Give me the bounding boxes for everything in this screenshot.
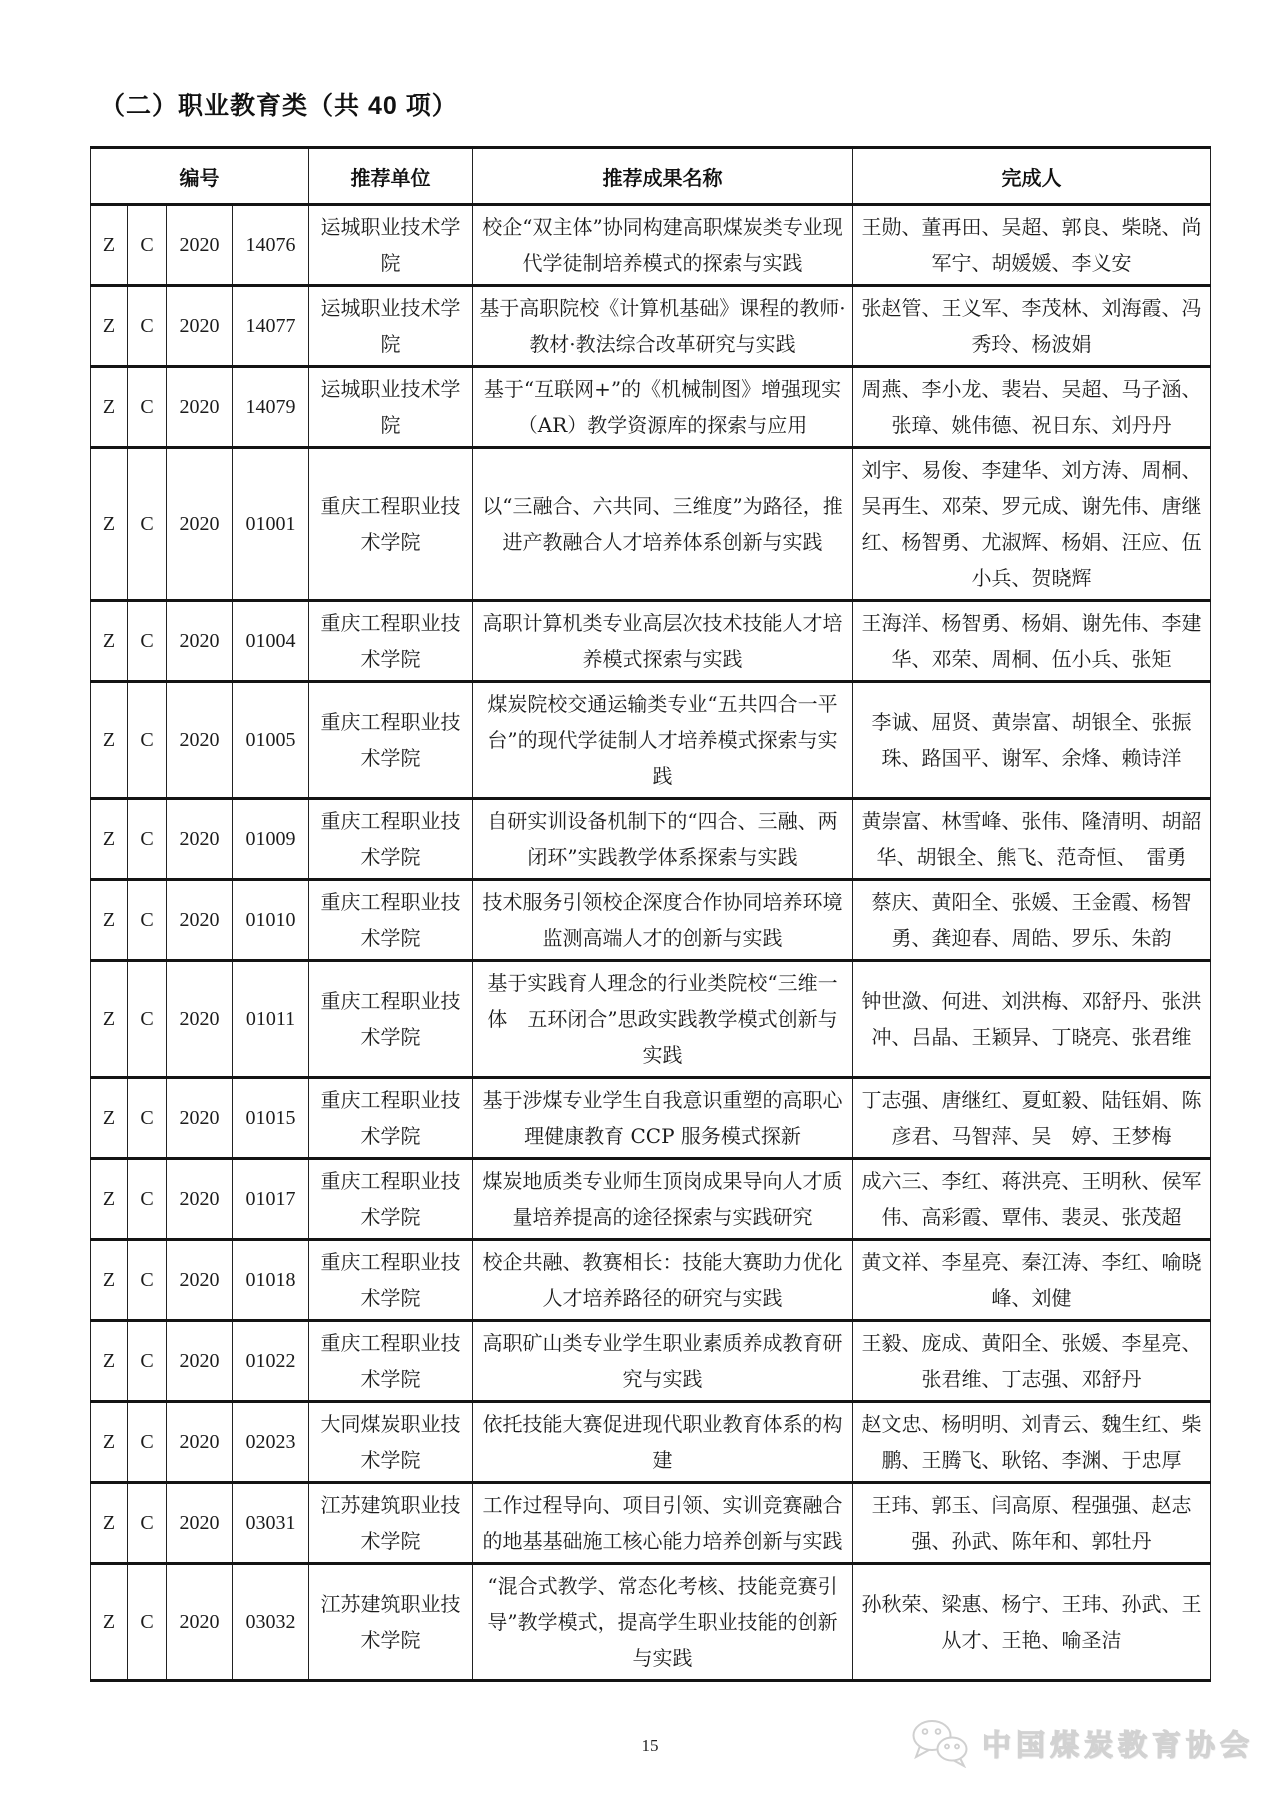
cell-achievement: 以“三融合、六共同、三维度”为路径，推进产教融合人才培养体系创新与实践 bbox=[473, 448, 853, 601]
cell-year: 2020 bbox=[167, 205, 233, 286]
cell-number: 14076 bbox=[233, 205, 309, 286]
cell-code-z: Z bbox=[91, 799, 128, 880]
cell-number: 01018 bbox=[233, 1240, 309, 1321]
cell-completers: 黄文祥、李星亮、秦江涛、李红、喻晓峰、刘健 bbox=[853, 1240, 1211, 1321]
cell-code-z: Z bbox=[91, 367, 128, 448]
cell-code-z: Z bbox=[91, 601, 128, 682]
cell-achievement: 煤炭院校交通运输类专业“五共四合一平台”的现代学徒制人才培养模式探索与实践 bbox=[473, 682, 853, 799]
cell-unit: 重庆工程职业技术学院 bbox=[309, 880, 473, 961]
cell-year: 2020 bbox=[167, 682, 233, 799]
cell-completers: 王勋、董再田、吴超、郭良、柴晓、尚军宁、胡媛媛、李义安 bbox=[853, 205, 1211, 286]
table-row bbox=[91, 1078, 1211, 1159]
cell-code-c: C bbox=[128, 448, 167, 601]
cell-year: 2020 bbox=[167, 367, 233, 448]
cell-year: 2020 bbox=[167, 1321, 233, 1402]
cell-number: 01017 bbox=[233, 1159, 309, 1240]
cell-unit: 重庆工程职业技术学院 bbox=[309, 682, 473, 799]
cell-unit: 重庆工程职业技术学院 bbox=[309, 1159, 473, 1240]
cell-achievement: 基于实践育人理念的行业类院校“三维一体 五环闭合”思政实践教学模式创新与实践 bbox=[473, 961, 853, 1078]
cell-year: 2020 bbox=[167, 961, 233, 1078]
cell-code-z: Z bbox=[91, 961, 128, 1078]
cell-year: 2020 bbox=[167, 880, 233, 961]
cell-code-c: C bbox=[128, 1402, 167, 1483]
cell-number: 14079 bbox=[233, 367, 309, 448]
cell-completers: 黄崇富、林雪峰、张伟、隆清明、胡韶华、胡银全、熊飞、范奇恒、 雷勇 bbox=[853, 799, 1211, 880]
cell-completers: 周燕、李小龙、裴岩、吴超、马子涵、张璋、姚伟德、祝日东、刘丹丹 bbox=[853, 367, 1211, 448]
cell-code-z: Z bbox=[91, 1564, 128, 1681]
cell-year: 2020 bbox=[167, 1240, 233, 1321]
cell-year: 2020 bbox=[167, 1402, 233, 1483]
watermark bbox=[910, 1718, 1254, 1768]
cell-code-z: Z bbox=[91, 1078, 128, 1159]
table-row bbox=[91, 601, 1211, 682]
cell-unit: 重庆工程职业技术学院 bbox=[309, 1321, 473, 1402]
cell-code-z: Z bbox=[91, 682, 128, 799]
cell-number: 01011 bbox=[233, 961, 309, 1078]
table-row bbox=[91, 799, 1211, 880]
cell-number: 03031 bbox=[233, 1483, 309, 1564]
table-row bbox=[91, 961, 1211, 1078]
watermark-text: 中国煤炭教育协会 bbox=[981, 1729, 1254, 1762]
cell-code-c: C bbox=[128, 1159, 167, 1240]
cell-unit: 江苏建筑职业技术学院 bbox=[309, 1483, 473, 1564]
cell-completers: 钟世潋、何进、刘洪梅、邓舒丹、张洪冲、吕晶、王颖异、丁晓亮、张君维 bbox=[853, 961, 1211, 1078]
cell-completers: 李诚、屈贤、黄崇富、胡银全、张振珠、路国平、谢军、余烽、赖诗洋 bbox=[853, 682, 1211, 799]
cell-achievement: 校企共融、教赛相长：技能大赛助力优化人才培养路径的研究与实践 bbox=[473, 1240, 853, 1321]
cell-number: 01009 bbox=[233, 799, 309, 880]
cell-year: 2020 bbox=[167, 286, 233, 367]
table-row bbox=[91, 448, 1211, 601]
cell-number: 01010 bbox=[233, 880, 309, 961]
cell-code-c: C bbox=[128, 880, 167, 961]
cell-number: 01022 bbox=[233, 1321, 309, 1402]
cell-code-z: Z bbox=[91, 1483, 128, 1564]
cell-number: 01004 bbox=[233, 601, 309, 682]
cell-code-c: C bbox=[128, 1321, 167, 1402]
cell-unit: 重庆工程职业技术学院 bbox=[309, 448, 473, 601]
cell-code-c: C bbox=[128, 799, 167, 880]
table-row bbox=[91, 1483, 1211, 1564]
cell-code-c: C bbox=[128, 1078, 167, 1159]
cell-achievement: 高职计算机类专业高层次技术技能人才培养模式探索与实践 bbox=[473, 601, 853, 682]
cell-code-z: Z bbox=[91, 1402, 128, 1483]
table-row bbox=[91, 1159, 1211, 1240]
cell-completers: 刘宇、易俊、李建华、刘方涛、周桐、吴再生、邓荣、罗元成、谢先伟、唐继红、杨智勇、尤淑辉、杨娟、汪应、伍小兵、贺晓辉 bbox=[853, 448, 1211, 601]
cell-code-c: C bbox=[128, 1240, 167, 1321]
cell-code-c: C bbox=[128, 601, 167, 682]
cell-completers: 丁志强、唐继红、夏虹毅、陆钰娟、陈彦君、马智萍、吴 婷、王梦梅 bbox=[853, 1078, 1211, 1159]
cell-completers: 蔡庆、黄阳全、张媛、王金霞、杨智勇、龚迎春、周皓、罗乐、朱韵 bbox=[853, 880, 1211, 961]
cell-achievement: 煤炭地质类专业师生顶岗成果导向人才质量培养提高的途径探索与实践研究 bbox=[473, 1159, 853, 1240]
table-row bbox=[91, 1564, 1211, 1681]
cell-number: 01001 bbox=[233, 448, 309, 601]
table-row bbox=[91, 1321, 1211, 1402]
page-number: 15 bbox=[641, 1736, 659, 1755]
table-row bbox=[91, 1402, 1211, 1483]
cell-code-c: C bbox=[128, 682, 167, 799]
cell-completers: 赵文忠、杨明明、刘青云、魏生红、柴鹏、王腾飞、耿铭、李渊、于忠厚 bbox=[853, 1402, 1211, 1483]
table-row bbox=[91, 880, 1211, 961]
cell-number: 14077 bbox=[233, 286, 309, 367]
cell-achievement: 高职矿山类专业学生职业素质养成教育研究与实践 bbox=[473, 1321, 853, 1402]
cell-achievement: 基于高职院校《计算机基础》课程的教师·教材·教法综合改革研究与实践 bbox=[473, 286, 853, 367]
table-row bbox=[91, 682, 1211, 799]
cell-unit: 大同煤炭职业技术学院 bbox=[309, 1402, 473, 1483]
cell-number: 01015 bbox=[233, 1078, 309, 1159]
cell-unit: 运城职业技术学院 bbox=[309, 205, 473, 286]
page-title: （二）职业教育类（共 40 项） bbox=[100, 92, 458, 120]
header-achievement: 推荐成果名称 bbox=[473, 148, 853, 205]
cell-code-c: C bbox=[128, 286, 167, 367]
cell-number: 03032 bbox=[233, 1564, 309, 1681]
results-table bbox=[90, 146, 1211, 1682]
cell-unit: 运城职业技术学院 bbox=[309, 367, 473, 448]
cell-unit: 重庆工程职业技术学院 bbox=[309, 961, 473, 1078]
cell-code-c: C bbox=[128, 367, 167, 448]
cell-achievement: 技术服务引领校企深度合作协同培养环境监测高端人才的创新与实践 bbox=[473, 880, 853, 961]
cell-year: 2020 bbox=[167, 799, 233, 880]
table-header-row bbox=[91, 148, 1211, 205]
cell-year: 2020 bbox=[167, 1564, 233, 1681]
cell-year: 2020 bbox=[167, 448, 233, 601]
cell-code-c: C bbox=[128, 1564, 167, 1681]
cell-achievement: 工作过程导向、项目引领、实训竞赛融合的地基基础施工核心能力培养创新与实践 bbox=[473, 1483, 853, 1564]
cell-unit: 重庆工程职业技术学院 bbox=[309, 601, 473, 682]
cell-code-c: C bbox=[128, 205, 167, 286]
cell-code-z: Z bbox=[91, 1159, 128, 1240]
header-completers: 完成人 bbox=[853, 148, 1211, 205]
header-unit: 推荐单位 bbox=[309, 148, 473, 205]
cell-year: 2020 bbox=[167, 1483, 233, 1564]
cell-completers: 王海洋、杨智勇、杨娟、谢先伟、李建华、邓荣、周桐、伍小兵、张矩 bbox=[853, 601, 1211, 682]
cell-achievement: “混合式教学、常态化考核、技能竞赛引导”教学模式，提高学生职业技能的创新与实践 bbox=[473, 1564, 853, 1681]
cell-achievement: 校企“双主体”协同构建高职煤炭类专业现代学徒制培养模式的探索与实践 bbox=[473, 205, 853, 286]
cell-unit: 重庆工程职业技术学院 bbox=[309, 1078, 473, 1159]
cell-code-z: Z bbox=[91, 1321, 128, 1402]
cell-code-z: Z bbox=[91, 286, 128, 367]
cell-year: 2020 bbox=[167, 1159, 233, 1240]
cell-completers: 王玮、郭玉、闫高原、程强强、赵志强、孙武、陈年和、郭牡丹 bbox=[853, 1483, 1211, 1564]
cell-unit: 重庆工程职业技术学院 bbox=[309, 799, 473, 880]
header-number: 编号 bbox=[91, 148, 309, 205]
cell-unit: 重庆工程职业技术学院 bbox=[309, 1240, 473, 1321]
wechat-icon bbox=[910, 1718, 970, 1768]
cell-year: 2020 bbox=[167, 601, 233, 682]
cell-code-z: Z bbox=[91, 880, 128, 961]
cell-achievement: 基于“互联网+”的《机械制图》增强现实（AR）教学资源库的探索与应用 bbox=[473, 367, 853, 448]
cell-code-z: Z bbox=[91, 448, 128, 601]
cell-completers: 王毅、庞成、黄阳全、张媛、李星亮、张君维、丁志强、邓舒丹 bbox=[853, 1321, 1211, 1402]
table-row bbox=[91, 205, 1211, 286]
cell-achievement: 基于涉煤专业学生自我意识重塑的高职心理健康教育 CCP 服务模式探新 bbox=[473, 1078, 853, 1159]
cell-completers: 成六三、李红、蒋洪亮、王明秋、侯军伟、高彩霞、覃伟、裴灵、张茂超 bbox=[853, 1159, 1211, 1240]
cell-number: 02023 bbox=[233, 1402, 309, 1483]
table-row bbox=[91, 286, 1211, 367]
cell-unit: 江苏建筑职业技术学院 bbox=[309, 1564, 473, 1681]
cell-year: 2020 bbox=[167, 1078, 233, 1159]
cell-unit: 运城职业技术学院 bbox=[309, 286, 473, 367]
table-row bbox=[91, 1240, 1211, 1321]
cell-achievement: 依托技能大赛促进现代职业教育体系的构建 bbox=[473, 1402, 853, 1483]
cell-code-z: Z bbox=[91, 1240, 128, 1321]
table-row bbox=[91, 367, 1211, 448]
cell-achievement: 自研实训设备机制下的“四合、三融、两闭环”实践教学体系探索与实践 bbox=[473, 799, 853, 880]
cell-code-c: C bbox=[128, 1483, 167, 1564]
cell-code-z: Z bbox=[91, 205, 128, 286]
cell-code-c: C bbox=[128, 961, 167, 1078]
cell-completers: 孙秋荣、梁惠、杨宁、王玮、孙武、王从才、王艳、喻圣洁 bbox=[853, 1564, 1211, 1681]
cell-completers: 张赵管、王义军、李茂林、刘海霞、冯秀玲、杨波娟 bbox=[853, 286, 1211, 367]
cell-number: 01005 bbox=[233, 682, 309, 799]
